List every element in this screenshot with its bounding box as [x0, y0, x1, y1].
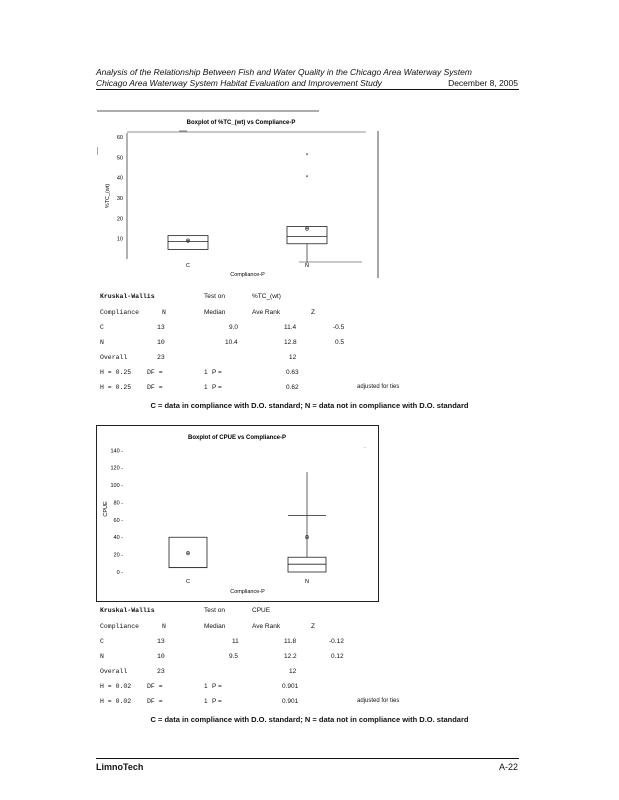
p-label: P =: [212, 369, 222, 376]
row-n: 23: [157, 354, 165, 361]
col-header-n: N: [162, 623, 166, 630]
h-stat: H = 0.02: [100, 698, 132, 705]
y-tick-label: 60 -: [113, 517, 123, 524]
y-tick-label: 50: [116, 155, 123, 162]
row-n: 13: [157, 638, 165, 645]
outlier-point: *: [305, 153, 309, 160]
p-value: 0.63: [286, 369, 299, 376]
figure-caption-cpue: C = data in compliance with D.O. standard; N = data not in compliance with D.O. standard: [150, 715, 469, 724]
h-stat: H = 0.25: [100, 384, 132, 391]
kw-title: Kruskal-Wallis: [100, 607, 155, 614]
x-tick-label: C: [186, 263, 190, 269]
df-value: 1: [204, 683, 208, 690]
y-tick-label: 30: [116, 196, 123, 203]
p-value: 0.901: [282, 683, 299, 690]
kw-test-on: Test on: [204, 293, 225, 300]
ties-note: adjusted for ties: [357, 384, 400, 390]
df-value: 1: [204, 384, 208, 391]
row-median: 9.5: [229, 653, 239, 660]
col-header-z: Z: [311, 623, 315, 630]
y-tick-label: 20: [116, 216, 123, 223]
p-value: 0.62: [286, 384, 299, 391]
row-z: -0.12: [329, 638, 344, 645]
y-tick-label: 20 -: [113, 552, 123, 559]
row-rank: 11.8: [284, 638, 297, 645]
row-rank: 11.4: [284, 324, 297, 331]
kw-test-var: %TC_(wt): [252, 293, 281, 300]
y-tick-label: 60: [116, 135, 123, 142]
ties-note: adjusted for ties: [357, 698, 400, 704]
study-title: Chicago Area Waterway System Habitat Evaluation and Improvement Study: [96, 78, 382, 88]
y-tick-label: 140 -: [110, 448, 123, 455]
outlier-point: *: [305, 175, 309, 182]
y-tick-label: 120 -: [110, 465, 123, 472]
header-rule: [96, 89, 519, 90]
mean-marker: ⊕: [185, 550, 191, 557]
company-name: LimnoTech: [96, 762, 144, 772]
boxplot-tc-panel: [96, 108, 379, 279]
boxplot-cpue-chart: [97, 426, 378, 601]
row-z: 0.5: [335, 339, 345, 346]
row-n: 13: [157, 324, 165, 331]
corner-mark: .: [364, 444, 366, 450]
mean-marker: ⊕: [304, 535, 310, 542]
df-label: DF =: [147, 698, 163, 705]
y-axis-label: %TC_(wt): [105, 183, 111, 209]
row-rank: 12.8: [284, 339, 297, 346]
x-axis-label: Compliance-P: [230, 272, 265, 278]
row-group: C: [100, 638, 104, 645]
kw-test-var: CPUE: [252, 607, 271, 614]
df-label: DF =: [147, 369, 163, 376]
df-value: 1: [204, 698, 208, 705]
row-median: 10.4: [225, 339, 238, 346]
col-header-z: Z: [311, 309, 315, 316]
chart-title: Boxplot of CPUE vs Compliance-P: [187, 435, 287, 441]
report-title: Analysis of the Relationship Between Fish and Water Quality in the Chicago Area Waterway System: [96, 67, 472, 77]
mean-marker: ⊕: [304, 226, 310, 233]
x-axis-label: Compliance-P: [230, 589, 265, 595]
row-group: N: [100, 339, 104, 346]
x-tick-label: N: [305, 263, 309, 269]
y-tick-label: 80 -: [113, 500, 123, 507]
col-header-compliance: Compliance: [100, 309, 140, 316]
row-rank: 12: [289, 668, 297, 675]
row-median: 11: [232, 638, 239, 645]
report-date: December 8, 2005: [448, 78, 518, 88]
col-header-rank: Ave Rank: [252, 309, 281, 316]
row-group: Overall: [100, 668, 128, 675]
col-header-compliance: Compliance: [100, 623, 140, 630]
x-tick-label: N: [305, 579, 309, 585]
p-value: 0.901: [282, 698, 299, 705]
y-tick-label: 100 -: [110, 483, 123, 490]
col-header-rank: Ave Rank: [252, 623, 281, 630]
y-tick-label: 10: [116, 236, 123, 243]
row-rank: 12.2: [284, 653, 297, 660]
y-tick-label: 40: [116, 175, 123, 182]
row-median: 9.0: [229, 324, 239, 331]
y-tick-label: 0 -: [116, 570, 123, 576]
box-iqr: [288, 557, 326, 572]
row-n: 23: [157, 668, 165, 675]
x-tick-label: C: [186, 579, 190, 585]
df-value: 1: [204, 369, 208, 376]
df-label: DF =: [147, 384, 163, 391]
df-label: DF =: [147, 683, 163, 690]
p-label: P =: [212, 698, 222, 705]
y-tick-label: 40 -: [113, 535, 123, 542]
y-axis-label: CPUE: [103, 501, 109, 517]
figure-caption-tc: C = data in compliance with D.O. standard; N = data not in compliance with D.O. standard: [150, 401, 469, 410]
col-header-median: Median: [204, 623, 226, 630]
footer-rule: [96, 758, 519, 759]
row-group: Overall: [100, 354, 128, 361]
p-label: P =: [212, 384, 222, 391]
row-n: 10: [157, 653, 165, 660]
boxplot-cpue-panel: [96, 425, 379, 602]
page-number: A-22: [498, 762, 518, 772]
p-label: P =: [212, 683, 222, 690]
h-stat: H = 0.25: [100, 369, 132, 376]
row-rank: 12: [289, 354, 297, 361]
kw-title: Kruskal-Wallis: [100, 293, 155, 300]
row-n: 10: [157, 339, 165, 346]
mean-marker: ⊕: [185, 238, 191, 245]
row-z: -0.5: [333, 324, 345, 331]
chart-title: Boxplot of %TC_(wt) vs Compliance-P: [186, 120, 296, 126]
row-z: 0.12: [331, 653, 344, 660]
h-stat: H = 0.02: [100, 683, 132, 690]
boxplot-tc-chart: [97, 109, 387, 284]
col-header-median: Median: [204, 309, 226, 316]
col-header-n: N: [162, 309, 166, 316]
row-group: C: [100, 324, 104, 331]
row-group: N: [100, 653, 104, 660]
kw-test-on: Test on: [204, 607, 225, 614]
